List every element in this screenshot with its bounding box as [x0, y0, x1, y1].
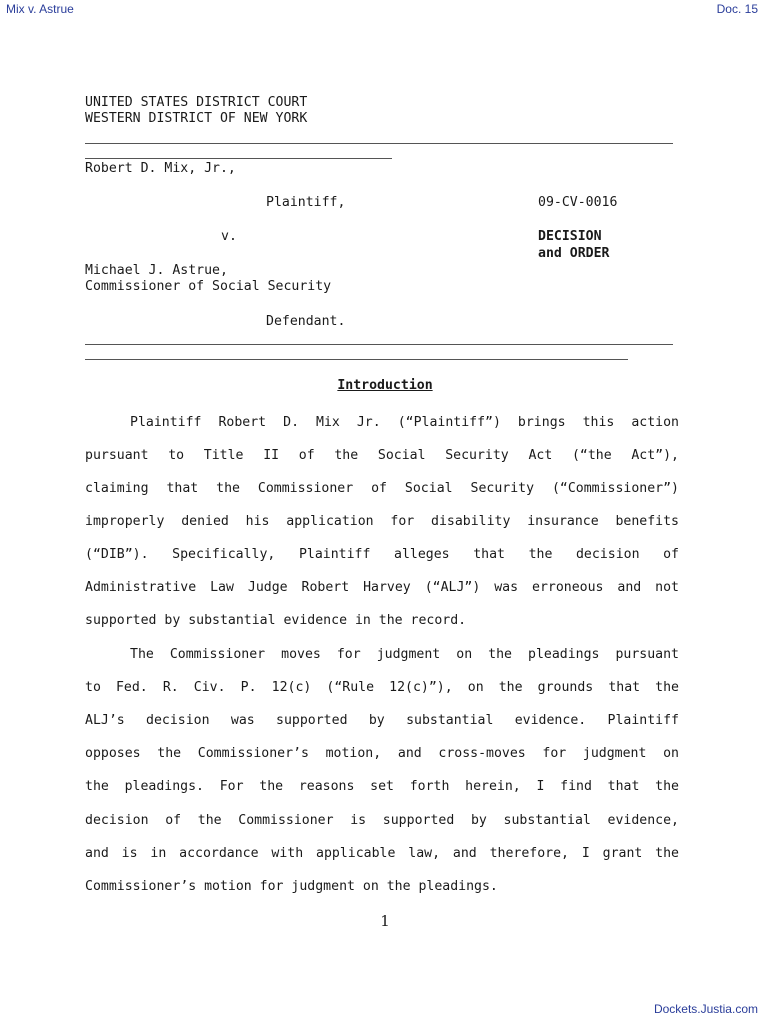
- caption-rule-bottom-second: [85, 359, 628, 360]
- defendant-role: Defendant.: [266, 314, 346, 329]
- case-title-link[interactable]: Mix v. Astrue: [6, 2, 74, 16]
- plaintiff-role: Plaintiff,: [266, 195, 346, 210]
- paragraph-line: (“DIB”). Specifically, Plaintiff alleges that the decision of: [85, 547, 679, 562]
- paragraph-line: The Commissioner moves for judgment on the pleadings pursuant: [130, 647, 679, 662]
- paragraph-line: pursuant to Title II of the Social Security Act (“the Act”),: [85, 448, 679, 463]
- paragraph-line: to Fed. R. Civ. P. 12(c) (“Rule 12(c)”), on the grounds that the: [85, 680, 679, 695]
- caption-rule-bottom: [85, 344, 673, 345]
- paragraph-line: Administrative Law Judge Robert Harvey (“ALJ”) was erroneous and not: [85, 580, 679, 595]
- section-heading: Introduction: [337, 378, 433, 393]
- defendant-name: Michael J. Astrue,: [85, 263, 228, 278]
- paragraph-line: supported by substantial evidence in the record.: [85, 613, 467, 628]
- paragraph-line: Commissioner’s motion for judgment on the pleadings.: [85, 879, 498, 894]
- decision-subtitle: and ORDER: [538, 246, 610, 261]
- paragraph-line: the pleadings. For the reasons set forth herein, I find that the: [85, 779, 679, 794]
- paragraph-line: claiming that the Commissioner of Social Security (“Commissioner”): [85, 481, 679, 496]
- paragraph-line: and is in accordance with applicable law, and therefore, I grant the: [85, 846, 679, 861]
- page-number: 1: [380, 912, 390, 930]
- paragraph-line: opposes the Commissioner’s motion, and cross-moves for judgment on: [85, 746, 679, 761]
- source-link[interactable]: Dockets.Justia.com: [653, 1002, 758, 1016]
- paragraph-line: improperly denied his application for disability insurance benefits: [85, 514, 679, 529]
- court-name: UNITED STATES DISTRICT COURT: [85, 95, 308, 110]
- defendant-title: Commissioner of Social Security: [85, 279, 332, 294]
- paragraph-line: ALJ’s decision was supported by substantial evidence. Plaintiff: [85, 713, 679, 728]
- caption-rule-top: [85, 143, 673, 144]
- plaintiff-name: Robert D. Mix, Jr.,: [85, 161, 236, 176]
- decision-title: DECISION: [538, 229, 602, 244]
- versus-label: v.: [221, 229, 237, 244]
- court-district: WESTERN DISTRICT OF NEW YORK: [85, 111, 308, 126]
- case-number: 09-CV-0016: [538, 195, 618, 210]
- paragraph-line: decision of the Commissioner is supported by substantial evidence,: [85, 813, 679, 828]
- doc-number-link[interactable]: Doc. 15: [716, 2, 758, 16]
- caption-rule-short: [85, 158, 392, 159]
- paragraph-line: Plaintiff Robert D. Mix Jr. (“Plaintiff”) brings this action: [130, 415, 679, 430]
